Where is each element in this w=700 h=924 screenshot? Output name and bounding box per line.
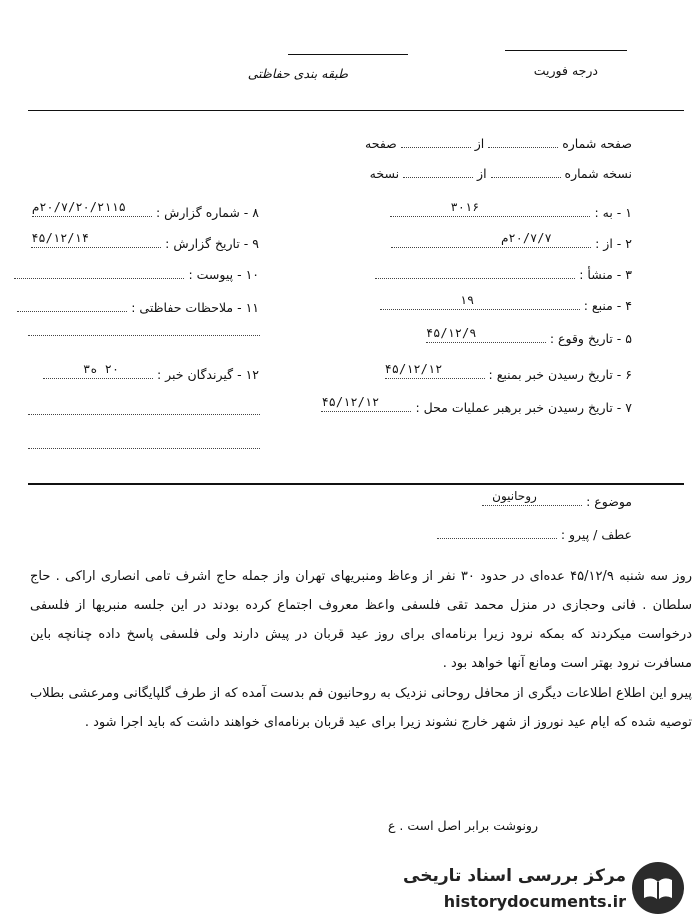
recipients-extra-line-1	[28, 414, 260, 415]
field-source: ۴ - منبع : ۱۹	[380, 298, 632, 313]
page-number-line: صفحه شماره از صفحه	[365, 136, 632, 151]
copy-certification: رونوشت برابر اصل است . ع	[387, 818, 538, 833]
field-event-date: ۵ - تاریخ وقوع : ۴۵/۱۲/۹	[425, 326, 632, 346]
classification-label: طبقه بندی حفاظتی	[247, 66, 348, 81]
field-report-date: ۹ - تاریخ گزارش : ۴۵/۱۲/۱۴	[31, 231, 259, 251]
watermark	[403, 862, 626, 918]
field-from: ۲ - از : ۲۰/۷/۷م	[391, 236, 632, 251]
watermark-name: مرکز بررسی اسناد تاریخی	[403, 866, 626, 886]
field-source-received-date: ۶ - تاریخ رسیدن خبر بمنبع : ۴۵/۱۲/۱۲	[384, 362, 632, 382]
field-attachment: ۱۰ - پیوست :	[14, 267, 259, 282]
field-recipients: ۱۲ - گیرندگان خبر : ۲۰ ه۳	[43, 367, 259, 382]
subject-line: موضوع : روحانیون	[482, 494, 632, 509]
field-security-notes: ۱۱ - ملاحظات حفاظتی :	[17, 300, 259, 315]
subject-value: روحانیون	[492, 489, 537, 503]
field-to: ۱ - به : ۳۰۱۶	[390, 205, 632, 220]
body-paragraph-2: پیرو این اطلاع اطلاعات دیگری از محافل روحانی نزدیک به روحانیون فم بدست آمده که از طرف گلپایگانی ومرعشی بطلاب توصیه شده که ایام عید نوروز از شهر خارج نشوند زیرا برای عید قربان برنامه‌ای خواهند داشت که باید اجرا شود .	[30, 686, 692, 730]
recipients-extra-line-2	[28, 448, 260, 449]
field-origin: ۳ - منشأ :	[375, 267, 632, 282]
reference-line: عطف / پیرو :	[437, 527, 632, 542]
security-notes-extra-line	[28, 335, 260, 336]
watermark-url: historydocuments.ir	[443, 892, 626, 911]
urgency-label: درجه فوریت	[533, 63, 598, 78]
body-paragraph-1: روز سه شنبه ۴۵/۱۲/۹ عده‌ای در حدود ۳۰ نفر از وعاظ ومنبریهای تهران واز جمله حاج اشرف تامی انصاری اراکی . حاج سلطان . فانی وحجازی در منزل محمد تقی فلسفی واعظ معروف اجتماع کرده بودند در این جلسه منبریها از فلسفی درخواست میکردند که بمکه نرود زیرا برنامه‌ای برای روز عید قربان در پیش دارند ولی فلسفی پاسخ داده چنانچه باین مسافرت نرود بهتر است ومانع آنها خواهد بود .	[30, 569, 693, 671]
archive-logo-icon	[630, 860, 686, 916]
field-report-number: ۸ - شماره گزارش : ۲۰/۷/۲۰/۲۱۱۵م	[31, 200, 259, 220]
field-leader-received-date: ۷ - تاریخ رسیدن خبر برهبر عملیات محل : ۴۵/۱۲/۱۲	[321, 395, 632, 415]
copy-number-line: نسخه شماره از نسخه	[369, 166, 632, 181]
